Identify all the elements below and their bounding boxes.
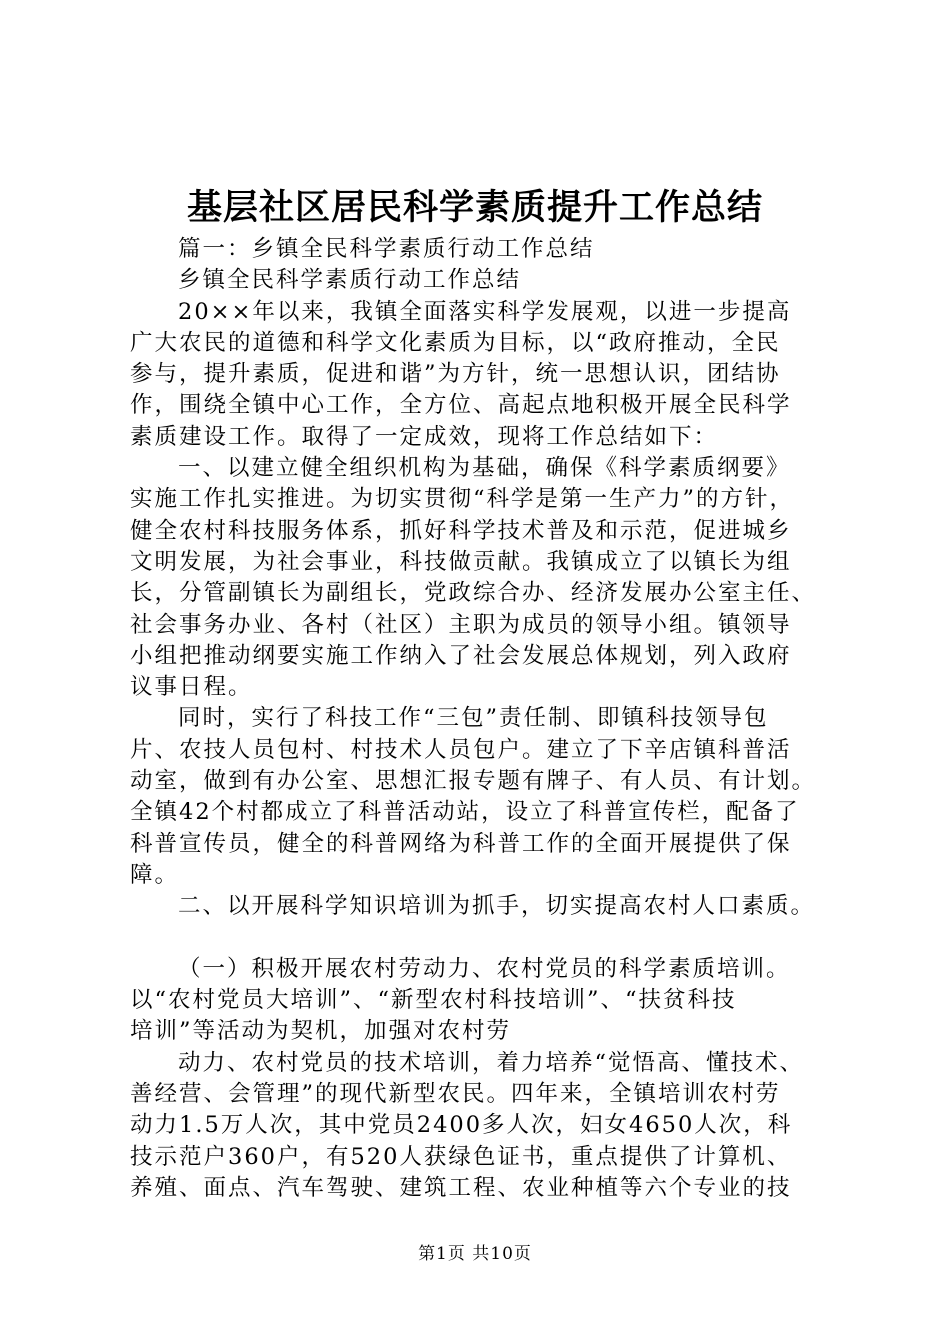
text-line: 议事日程。 (130, 674, 253, 701)
text-line: 障。 (130, 861, 180, 888)
text-line: 科普宣传员，健全的科普网络为科普工作的全面开展提供了保 (130, 830, 792, 857)
text-line: 长，分管副镇长为副组长，党政综合办、经济发展办公室主任、 (130, 580, 817, 607)
text-line: 20××年以来，我镇全面落实科学发展观，以进一步提高 (178, 298, 792, 325)
text-line: 健全农村科技服务体系，抓好科学技术普及和示范，促进城乡 (130, 517, 792, 544)
document-body (130, 234, 830, 1204)
text-line: 善经营、会管理”的现代新型农民。四年来，全镇培训农村劳 (130, 1081, 781, 1108)
text-line: 二、以开展科学知识培训为抓手，切实提高农村人口素质。 (178, 893, 816, 920)
paragraph-gap (130, 923, 830, 954)
text-line: 动力、农村党员的技术培训，着力培养“觉悟高、懂技术、 (178, 1049, 805, 1076)
page-footer: 第1页 共10页 (418, 1244, 532, 1264)
text-line: 素质建设工作。取得了一定成效，现将工作总结如下： (130, 423, 719, 450)
text-line: 乡镇全民科学素质行动工作总结 (178, 267, 522, 294)
text-line: 培训”等活动为契机，加强对农村劳 (130, 1018, 512, 1045)
text-line: 实施工作扎实推进。为切实贯彻“科学是第一生产力”的方针， (130, 486, 795, 513)
text-line: 一、以建立健全组织机构为基础，确保《科学素质纲要》 (178, 455, 791, 482)
text-line: 片、农技人员包村、村技术人员包户。建立了下辛店镇科普活 (130, 736, 792, 763)
text-line: 以“农村党员大培训”、“新型农村科技培训”、“扶贫科技 (130, 987, 737, 1014)
text-line: 全镇42个村都成立了科普活动站，设立了科普宣传栏，配备了 (130, 799, 800, 826)
text-line: 社会事务办业、各村（社区）主职为成员的领导小组。镇领导 (130, 611, 792, 638)
document-title: 基层社区居民科学素质提升工作总结 (186, 187, 763, 228)
text-line: 同时，实行了科技工作“三包”责任制、即镇科技领导包 (178, 705, 769, 732)
text-line: 作，围绕全镇中心工作，全方位、高起点地积极开展全民科学 (130, 392, 792, 419)
text-line: 动室，做到有办公室、思想汇报专题有牌子、有人员、有计划。 (130, 768, 817, 795)
text-line: 养殖、面点、汽车驾驶、建筑工程、农业种植等六个专业的技 (130, 1174, 792, 1201)
text-line: 广大农民的道德和科学文化素质为目标，以“政府推动，全民 (130, 329, 781, 356)
text-line: 动力1.5万人次，其中党员2400多人次，妇女4650人次，科 (130, 1112, 793, 1139)
text-line: 参与，提升素质，促进和谐”为方针，统一思想认识，团结协 (130, 361, 781, 388)
text-line: 技示范户360户，有520人获绿色证书，重点提供了计算机、 (130, 1143, 792, 1170)
text-line: 小组把推动纲要实施工作纳入了社会发展总体规划，列入政府 (130, 642, 792, 669)
text-line: 篇一：乡镇全民科学素质行动工作总结 (178, 236, 595, 262)
text-line: （一）积极开展农村劳动力、农村党员的科学素质培训。 (178, 955, 791, 982)
text-line: 文明发展，为社会事业，科技做贡献。我镇成立了以镇长为组 (130, 548, 792, 575)
